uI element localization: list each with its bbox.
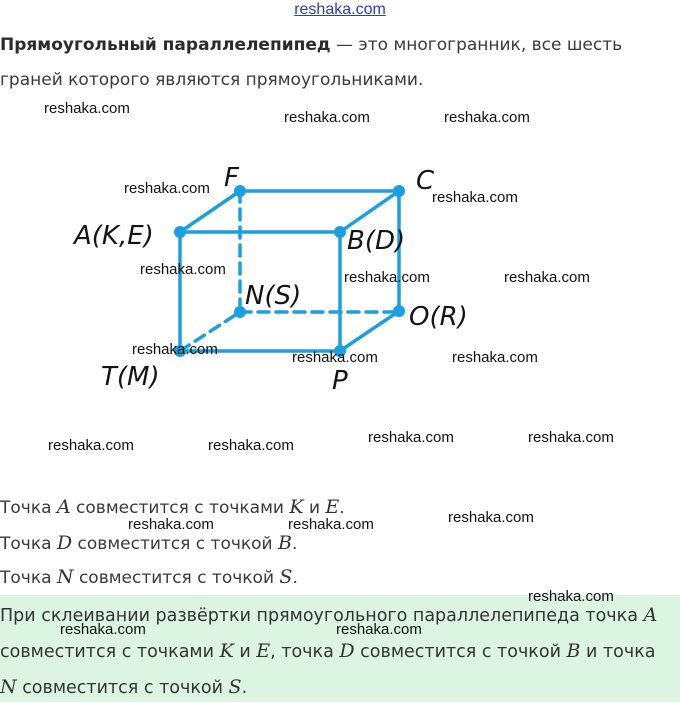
label-P: P (332, 366, 348, 396)
watermark: reshaka.com (124, 180, 210, 197)
watermark: reshaka.com (368, 429, 454, 446)
watermark: reshaka.com (128, 516, 214, 533)
watermark: reshaka.com (60, 621, 146, 638)
site-link[interactable]: reshaka.com (294, 1, 386, 18)
label-T: T(M) (101, 362, 160, 392)
watermark: reshaka.com (444, 109, 530, 126)
watermark: reshaka.com (132, 341, 218, 358)
definition-text: — это многогранник, все шесть граней которого являются прямоугольниками. (0, 35, 623, 90)
label-C: C (416, 166, 435, 196)
vertex-C (393, 185, 405, 197)
watermark: reshaka.com (528, 429, 614, 446)
watermark: reshaka.com (452, 349, 538, 366)
watermark: reshaka.com (448, 509, 534, 526)
definition-term: Прямоугольный параллелепипед (0, 35, 331, 55)
label-F: F (224, 163, 239, 193)
edge-P-O (340, 311, 399, 351)
statement-2: Точка D совместится с точкой B. (0, 532, 298, 554)
watermark: reshaka.com (344, 269, 430, 286)
watermark: reshaka.com (336, 621, 422, 638)
watermark: reshaka.com (504, 269, 590, 286)
watermark: reshaka.com (284, 109, 370, 126)
label-O: O(R) (409, 302, 468, 332)
vertex-A (174, 226, 186, 238)
watermark: reshaka.com (528, 588, 614, 605)
conclusion-text: При склеивании развёртки прямоугольного параллелепипеда точка A совместится с точками K и E, точка D совместится с точкой B и точка N совместится с точкой S. (0, 604, 658, 698)
watermark: reshaka.com (48, 437, 134, 454)
label-B: B(D) (347, 226, 406, 256)
vertex-B (334, 226, 346, 238)
watermark: reshaka.com (288, 516, 374, 533)
watermark: reshaka.com (44, 100, 130, 117)
statement-3: Точка N совместится с точкой S. (0, 566, 298, 588)
vertex-O (393, 305, 405, 317)
watermark: reshaka.com (292, 349, 378, 366)
statement-1: Точка A совместится с точками K и E. (0, 496, 345, 518)
watermark: reshaka.com (140, 261, 226, 278)
label-A: A(K,E) (74, 221, 154, 251)
conclusion-box (0, 595, 680, 702)
edge-A-F (180, 191, 240, 232)
label-N: N(S) (245, 281, 302, 311)
watermark: reshaka.com (432, 189, 518, 206)
watermark: reshaka.com (208, 437, 294, 454)
